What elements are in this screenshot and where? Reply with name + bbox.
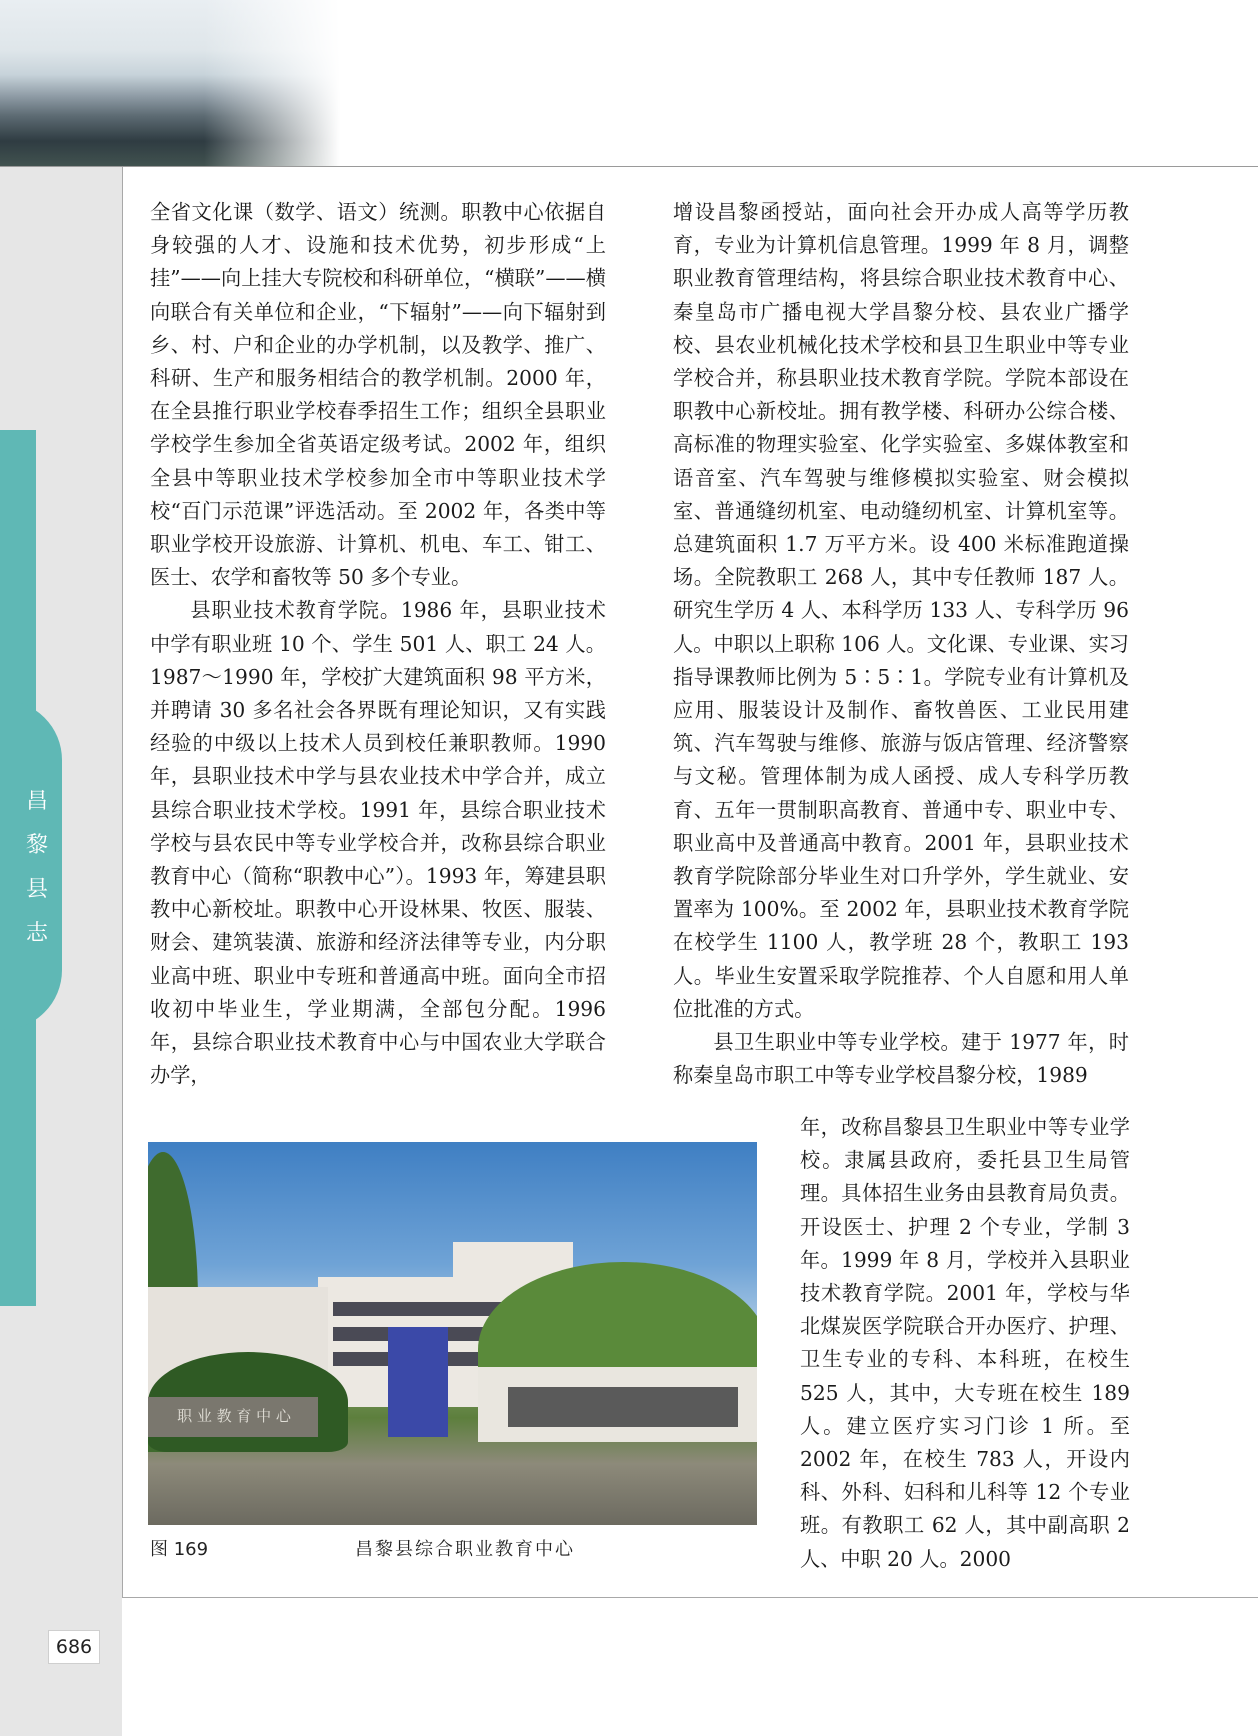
header-divider	[0, 166, 1258, 167]
paragraph: 全省文化课（数学、语文）统测。职教中心依据自身较强的人才、设施和技术优势，初步形成“上挂”——向上挂大专院校和科研单位，“横联”——横向联合有关单位和企业，“下辐射”——向下辐射到乡、村、户和企业的办学机制，以及教学、推广、科研、生产和服务相结合的教学机制。2000 年，在全县推行职业学校春季招生工作；组织全县职业学校学生参加全省英语定级考试。2002 年，组织全县中等职业技术学校参加全市中等职业技术学校“百门示范课”评选活动。至 2002 年，各类中等职业学校开设旅游、计算机、机电、车工、钳工、医士、农学和畜牧等 50 多个专业。	[150, 200, 606, 590]
blue-glass-tower	[388, 1327, 448, 1437]
header-landscape-image	[0, 0, 340, 166]
paragraph: 年，改称昌黎县卫生职业中等专业学校。隶属县政府，委托县卫生局管理。具体招生业务由县教育局负责。开设医士、护理 2 个专业，学制 3 年。1999 年 8 月，学校并入县职业技术教育学院。2001 年，学校与华北煤炭医学院联合开办医疗、护理、卫生专业的专科、本科班，在校生 525 人，其中，大专班在校生 189 人。建立医疗实习门诊 1 所。至 2002 年，在校生 783 人，开设内科、外科、妇科和儿科等 12 个专业班。有教职工 62 人，其中副高职 2 人、中职 20 人。2000	[800, 1115, 1130, 1571]
side-title	[22, 780, 52, 956]
left-margin-divider	[122, 167, 123, 1597]
gate-sign: 职 业 教 育 中 心	[177, 1407, 291, 1425]
paragraph: 县卫生职业中等专业学校。建于 1977 年，时称秦皇岛市职工中等专业学校昌黎分校，1989	[673, 1030, 1129, 1088]
paragraph: 增设昌黎函授站，面向社会开办成人高等学历教育，专业为计算机信息管理。1999 年 8 月，调整职业教育管理结构，将县综合职业技术教育中心、秦皇岛市广播电视大学昌黎分校、县农业广播学校、县农业机械化技术学校和县卫生职业中等专业学校合并，称县职业技术教育学院。学院本部设在职教中心新校址。拥有教学楼、科研办公综合楼、高标准的物理实验室、化学实验室、多媒体教室和语音室、汽车驾驶与维修模拟实验室、财会模拟室、普通缝纫机室、电动缝纫机室、计算机室等。总建筑面积 1.7 万平方米。设 400 米标准跑道操场。全院教职工 268 人，其中专任教师 187 人。研究生学历 4 人、本科学历 133 人、专科学历 96 人。中职以上职称 106 人。文化课、专业课、实习指导课教师比例为 5∶5∶1。学院专业有计算机及应用、服装设计及制作、畜牧兽医、工业民用建筑、汽车驾驶与维修、旅游与饭店管理、经济警察与文秘。管理体制为成人函授、成人专科学历教育、五年一贯制职高教育、普通中专、职业中专、职业高中及普通高中教育。2001 年，县职业技术教育学院除部分毕业生对口升学外，学生就业、安置率为 100%。至 2002 年，县职业技术教育学院在校学生 1100 人，教学班 28 个，教职工 193 人。毕业生安置采取学院推荐、个人自愿和用人单位批准的方式。	[673, 200, 1129, 1021]
gate-windows	[508, 1387, 738, 1427]
footer-divider	[122, 1597, 1258, 1598]
page-number: 686	[48, 1630, 100, 1664]
right-narrow-text-column	[800, 1111, 1130, 1576]
left-text-column	[150, 196, 606, 1092]
figure-photo	[148, 1142, 757, 1525]
right-text-column	[673, 196, 1129, 1092]
figure-label: 图 169	[150, 1539, 209, 1560]
side-title-char: 黎	[25, 833, 48, 858]
figure-caption: 昌黎县综合职业教育中心	[355, 1539, 575, 1560]
side-title-char: 昌	[25, 789, 48, 814]
side-title-char: 县	[25, 877, 48, 902]
side-title-char: 志	[25, 921, 48, 946]
paragraph: 县职业技术教育学院。1986 年，县职业技术中学有职业班 10 个、学生 501 人、职工 24 人。1987～1990 年，学校扩大建筑面积 98 平方米，并聘请 30 多名社会各界既有理论知识，又有实践经验的中级以上技术人员到校任兼职教师。1990 年，县职业技术中学与县农业技术中学合并，成立县综合职业技术学校。1991 年，县综合职业技术学校与县农民中等专业学校合并，改称县综合职业教育中心（简称“职教中心”）。1993 年，筹建县职教中心新校址。职教中心开设林果、牧医、服装、财会、建筑装潢、旅游和经济法律等专业，内分职业高中班、职业中专班和普通高中班。面向全市招收初中毕业生，学业期满，全部包分配。1996 年，县综合职业技术教育中心与中国农业大学联合办学，	[150, 598, 606, 1088]
